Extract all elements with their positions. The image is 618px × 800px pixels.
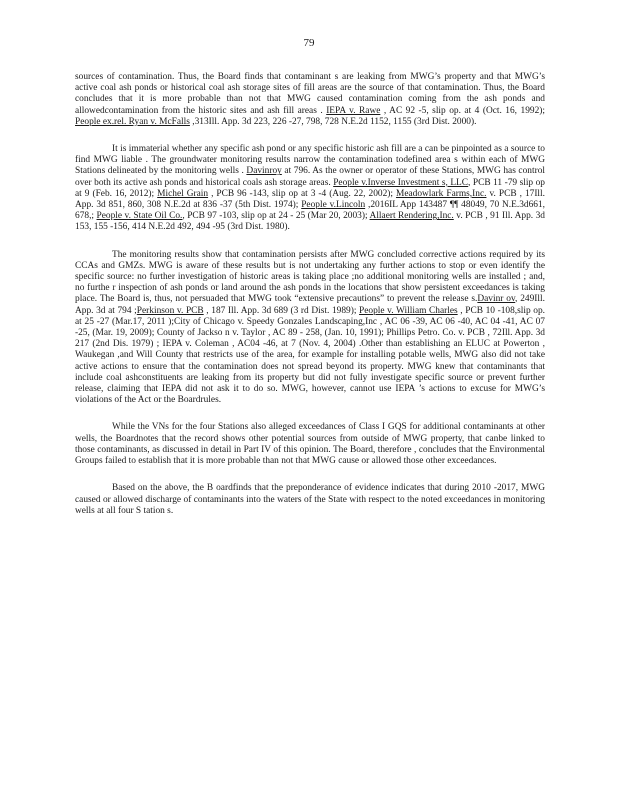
- text-run: , PCB 10 -108,slip op. at 25 -27 (Mar.17, 2011 );City of Chicago v. Speedy Gonzales Landscaping,Inc , AC 06 -39, AC 06 -40, AC 04 -41, AC 07 -25, (Mar. 19, 2009); County of Jackso n v. Taylor , AC 89 - 258, (Jan. 10, 1991); Phillips Petro. Co. v. PCB , 72Ill. App. 3d 217 (2nd Dis. 1979) ; IEPA v. Coleman , AC04 -46, at 7 (Nov. 4, 2004) .Other than establishing an ELUC at Powerton , Waukegan ,and Will County that restricts use of the area, for example for installing potable wells, MWG also did not take active actions to ensure that the contamination does not spread beyond its property. MWG knew that contaminants that include coal ashconstituents are leaking from its property but did not fully investigate specific source or prevent further release, claiming that IEPA did not ask it to do so. MWG, however, cannot use IEPA ’s actions to excuse for MWG’s violations of the Act or the Boardrules.: [75, 305, 545, 406]
- text-run: , AC 92 -5, slip op. at 4 (Oct. 16, 1992);: [380, 105, 545, 116]
- case-citation: People v.Inverse Investment s, LLC: [333, 177, 469, 188]
- paragraph: [75, 72, 545, 128]
- text-run: v. PCB , 17Ill. App. 3d 851, 860, 308 N.E.2d at 836 -37 (5th Dist. 1974);: [75, 188, 545, 211]
- text-run: , PCB 97 -103, slip op at 24 - 25 (Mar 20, 2003);: [182, 211, 370, 222]
- paragraph: [75, 250, 545, 407]
- text-run: It is immaterial whether any specific ash pond or any specific historic ash fill are a can be pinpointed as a source to find MWG liable . The groundwater monitoring results narrow the contamination todefined area s within each of MWG Stations delineated by the monitoring wells .: [75, 144, 545, 177]
- case-citation: Perkinson v. PCB: [136, 305, 204, 316]
- text-run: , PCB 96 -143, slip op at 3 -4 (Aug. 22, 2002);: [208, 188, 396, 199]
- page-number: 79: [303, 37, 315, 49]
- case-citation: People v. State Oil Co.: [96, 211, 183, 222]
- case-citation: People v. William Charles: [359, 305, 458, 316]
- case-citation: IEPA v. Rawe: [326, 105, 381, 116]
- text-run: While the VNs for the four Stations also alleged exceedances of Class I GQS for additional contaminants at other wells, the Boardnotes that the record shows other potential sources from outside of MWG property, that canbe linked to those contaminants, as discussed in detail in Part IV of this opinion. The Board, therefore , concludes that the Environmental Groups failed to establish that it is more probable than not that MWG cause or allowed those other exceedances.: [75, 422, 545, 467]
- text-run: at 796. As the owner or operator of these Stations, MWG has control over both its active ash ponds and historical coals ash storage areas.: [75, 166, 545, 188]
- text-run: , 249Ill. App. 3d at 794 ;: [75, 294, 545, 316]
- text-run: ,313Ill. App. 3d 223, 226 -27, 798, 728 N.E.2d 1152, 1155 (3rd Dist. 2000).: [189, 116, 477, 127]
- text-run: , 187 Ill. App. 3d 689 (3 rd Dist. 1989);: [203, 305, 360, 316]
- case-citation: Michel Grain: [157, 188, 209, 199]
- text-run: sources of contamination. Thus, the Board finds that contaminant s are leaking from MWG’s property and that MWG’s active coal ash ponds or historical coal ash storage sites of fill areas are the source of that contamination. Thus, the Board concludes that it is more probable than not that MWG caused contamination coming from the ash ponds and allowedcontamination from the historic sites and ash fill areas .: [75, 72, 545, 116]
- case-citation: Meadowlark Farms,Inc.: [395, 188, 487, 199]
- case-citation: People ex.rel. Ryan v. McFalls: [75, 116, 190, 127]
- text-run: v. PCB , 91 Ill. App. 3d 153, 155 -156, 414 N.E.2d 492, 494 -95 (3rd Dist. 1980).: [75, 211, 545, 233]
- body-text: [75, 72, 545, 533]
- case-citation: Davinr ov: [477, 294, 516, 305]
- case-citation: Allaert Rendering,Inc.: [369, 211, 454, 222]
- paragraph: [75, 483, 545, 517]
- case-citation: Davinroy: [246, 166, 282, 177]
- text-run: , PCB 11 -79 slip op at 9 (Feb. 16, 2012);: [75, 177, 545, 199]
- case-citation: People v.Lincoln: [301, 200, 366, 211]
- text-run: The monitoring results show that contamination persists after MWG concluded corrective actions required by its CCAs and GMZs. MWG is aware of these results but is not undertaking any further actions to stop or even identify the specific source: no further investigation of historic areas is taking place ;no additional monitoring wells are installed ; and, no furthe r inspection of ash ponds or land around the ash ponds in the locations that show persistent exceedances is taking place. The Board is, thus, not persuaded that MWG took “extensive precautions” to prevent the release s.: [75, 249, 545, 305]
- paragraph: [75, 144, 545, 234]
- paragraph: [75, 422, 545, 467]
- text-run: Based on the above, the B oardfinds that the preponderance of evidence indicates that during 2010 -2017, MWG caused or allowed discharge of contaminants into the waters of the State with respect to the noted exceedances in monitoring wells at all four S tation s.: [75, 483, 545, 516]
- text-run: ,2016IL App 143487 ¶¶ 48049, 70 N.E.3d661, 678,;: [75, 200, 545, 222]
